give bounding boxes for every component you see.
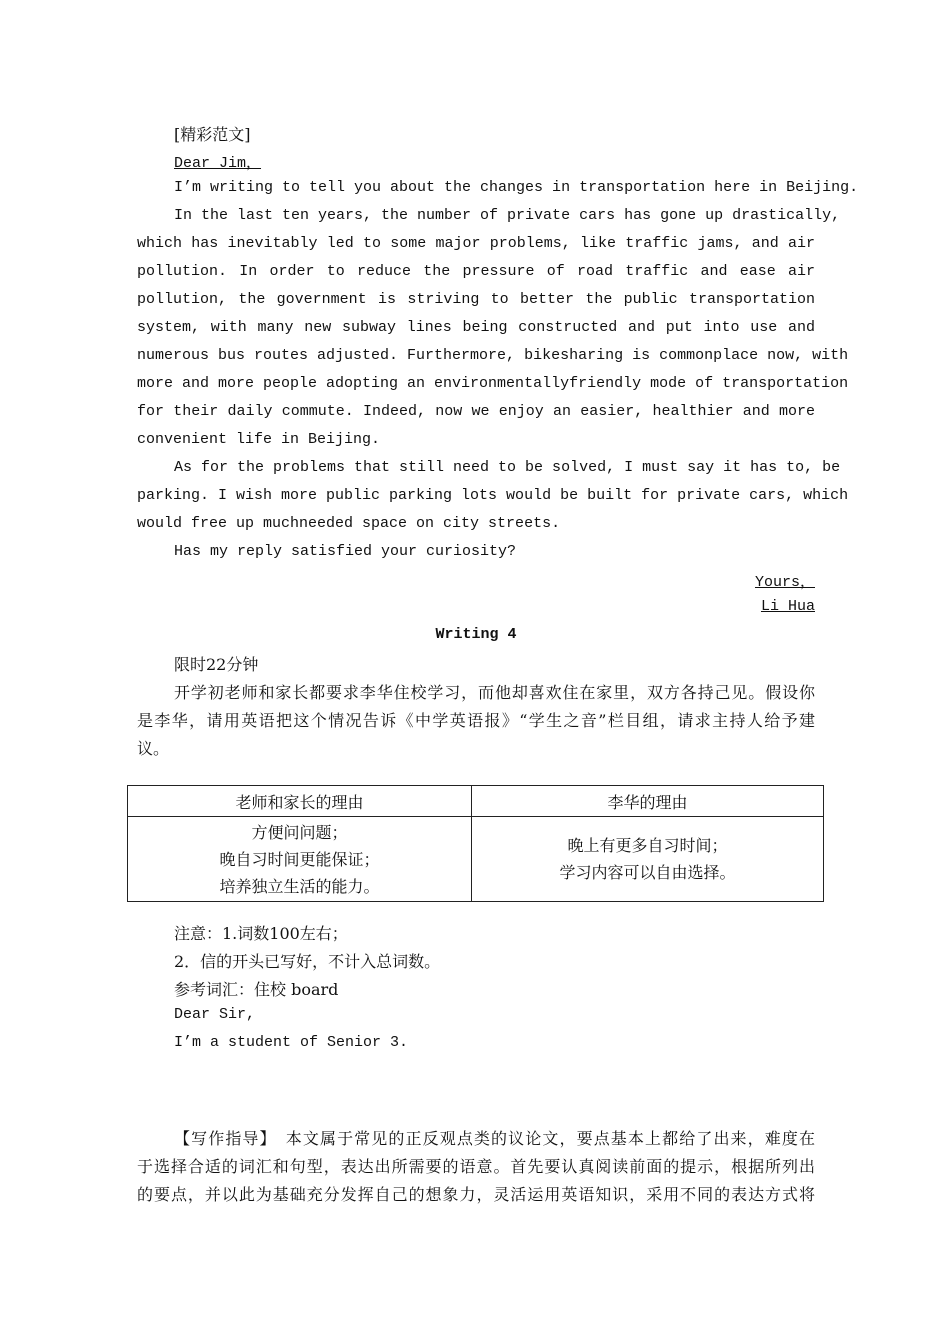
table-row bbox=[128, 817, 824, 902]
reasons-table bbox=[127, 785, 824, 902]
reason-item: 培养独立生活的能力。 bbox=[219, 876, 380, 896]
essay-para2-line: pollution, the government is striving to better the public transportation bbox=[137, 291, 815, 308]
essay-salutation bbox=[174, 151, 852, 172]
reason-item: 晚自习时间更能保证； bbox=[219, 849, 380, 869]
header-teachers-parents: 老师和家长的理由 bbox=[128, 786, 472, 817]
prompt-line: 开学初老师和家长都要求李华住校学习，而他却喜欢住在家里，双方各持己见。假设你 bbox=[174, 683, 815, 702]
vocab-note: 参考词汇：住校 board bbox=[174, 980, 339, 999]
essay-para3-line: As for the problems that still need to be solved, I must say it has to, be bbox=[174, 459, 841, 476]
essay-closing: Yours， bbox=[754, 574, 815, 591]
essay-para2-line: more and more people adopting an environmentallyfriendly mode of transportation bbox=[137, 375, 849, 392]
essay-para2-line: In the last ten years, the number of private cars has gone up drastically, bbox=[174, 207, 841, 224]
essay-para3-line: parking. I wish more public parking lots would be built for private cars, which bbox=[137, 487, 849, 504]
note-line: 注意：1.词数100左右； bbox=[174, 924, 348, 943]
essay-para4: Has my reply satisfied your curiosity? bbox=[174, 543, 517, 560]
essay-para2-line: which has inevitably led to some major problems, like traffic jams, and air bbox=[137, 235, 815, 252]
teachers-parents-reasons bbox=[128, 817, 472, 902]
reason-item: 晚上有更多自习时间； bbox=[567, 836, 728, 855]
li-hua-reasons bbox=[472, 817, 824, 902]
reason-item: 学习内容可以自由选择。 bbox=[559, 863, 736, 882]
letter-opening: I’m a student of Senior 3. bbox=[174, 1034, 409, 1051]
section-title: Writing 4 bbox=[435, 626, 517, 643]
essay-para2-line: system, with many new subway lines being constructed and put into use and bbox=[137, 319, 815, 336]
essay-heading: [精彩范文] bbox=[174, 125, 251, 144]
essay-para2-line: pollution. In order to reduce the pressure of road traffic and ease air bbox=[137, 263, 815, 280]
note-line: 2．信的开头已写好，不计入总词数。 bbox=[174, 952, 441, 971]
table-header-row bbox=[128, 786, 824, 817]
essay-para2-line: numerous bus routes adjusted. Furthermore, bikesharing is commonplace now, with bbox=[137, 347, 849, 364]
essay-para2-line: convenient life in Beijing. bbox=[137, 431, 381, 448]
essay-signature: Li Hua bbox=[760, 598, 815, 615]
header-li-hua: 李华的理由 bbox=[472, 786, 824, 817]
guidance-line: 【写作指导】 本文属于常见的正反观点类的议论文，要点基本上都给了出来，难度在 bbox=[174, 1129, 815, 1148]
reason-item: 方便问问题； bbox=[251, 822, 348, 842]
guidance-line: 的要点，并以此为基础充分发挥自己的想象力，灵活运用英语知识，采用不同的表达方式将 bbox=[137, 1185, 815, 1204]
essay-para2-line: for their daily commute. Indeed, now we enjoy an easier, healthier and more bbox=[137, 403, 815, 420]
prompt-line: 议。 bbox=[137, 739, 170, 758]
salutation-text: Dear Jim， bbox=[174, 155, 262, 172]
essay-para3-line: would free up muchneeded space on city streets. bbox=[137, 515, 561, 532]
letter-salutation: Dear Sir, bbox=[174, 1006, 256, 1023]
essay-para1: I’m writing to tell you about the changes in transportation here in Beijing. bbox=[174, 179, 859, 196]
prompt-line: 是李华，请用英语把这个情况告诉《中学英语报》“学生之音”栏目组，请求主持人给予建 bbox=[137, 711, 815, 730]
time-limit: 限时22分钟 bbox=[174, 655, 259, 674]
guidance-line: 于选择合适的词汇和句型，表达出所需要的语意。首先要认真阅读前面的提示，根据所列出 bbox=[137, 1157, 815, 1176]
